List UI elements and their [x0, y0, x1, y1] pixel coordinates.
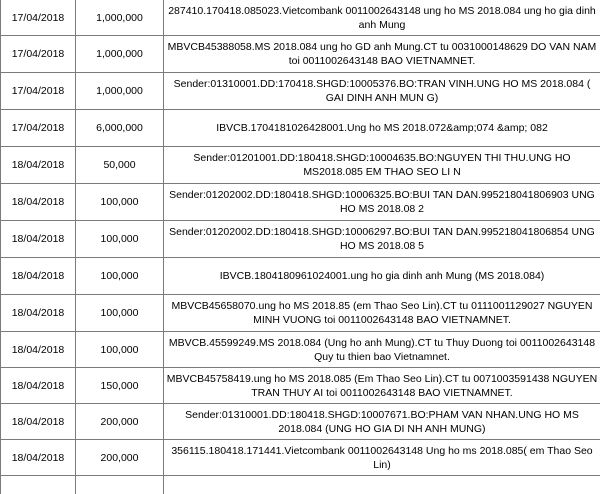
- amount-cell: 100,000: [76, 332, 164, 368]
- description-cell: Sender:01201001.DD:180418.SHGD:10004635.BO:NGUYEN THI THU.UNG HO MS2018.085 EM THAO SEO LI N: [164, 147, 600, 184]
- date-cell: 17/04/2018: [1, 73, 76, 110]
- amount-cell: 1,000,000: [76, 36, 164, 73]
- amount-cell: 1,000,000: [76, 0, 164, 36]
- amount-cell: [76, 476, 164, 494]
- description-cell: Sender:01310001.DD:180418.SHGD:10007671.BO:PHAM VAN NHAN.UNG HO MS 2018.084 (UNG HO GIA DI NH ANH MUNG): [164, 404, 600, 440]
- description-cell: Sender:01310001.DD:170418.SHGD:10005376.BO:TRAN VINH.UNG HO MS 2018.084 ( GAI DINH ANH MUN G): [164, 73, 600, 110]
- table-row: [1, 0, 600, 36]
- description-cell: 287410.170418.085023.Vietcombank 0011002643148 ung ho MS 2018.084 ung ho gia dinh anh Mung: [164, 0, 600, 36]
- description-cell: MBVCB45658070.ung ho MS 2018.85 (em Thao Seo Lin).CT tu 0111001129027 NGUYEN MINH VUONG toi 0011002643148 BAO VIETNAMNET.: [164, 295, 600, 332]
- description-cell: IBVCB.1704181026428001.Ung ho MS 2018.072&amp;074 &amp; 082: [164, 110, 600, 147]
- amount-cell: 100,000: [76, 258, 164, 295]
- description-cell: Sender:01202002.DD:180418.SHGD:10006297.BO:BUI TAN DAN.995218041806854 UNG HO MS 2018.08 5: [164, 221, 600, 258]
- table-row: [1, 368, 600, 404]
- table-row: [1, 476, 600, 494]
- date-cell: 18/04/2018: [1, 147, 76, 184]
- table-row: [1, 221, 600, 258]
- amount-cell: 200,000: [76, 404, 164, 440]
- amount-cell: 150,000: [76, 368, 164, 404]
- table-row: [1, 332, 600, 368]
- date-cell: 18/04/2018: [1, 332, 76, 368]
- amount-cell: 100,000: [76, 221, 164, 258]
- table-row: [1, 184, 600, 221]
- date-cell: 17/04/2018: [1, 0, 76, 36]
- date-cell: 18/04/2018: [1, 258, 76, 295]
- table-row: [1, 147, 600, 184]
- description-cell: MBVCB.45599249.MS 2018.084 (Ung ho anh Mung).CT tu Thuy Duong toi 0011002643148 Quy tu thien bao Vietnamnet.: [164, 332, 600, 368]
- date-cell: 18/04/2018: [1, 440, 76, 476]
- description-cell: 356115.180418.171441.Vietcombank 0011002643148 Ung ho ms 2018.085( em Thao Seo Lin): [164, 440, 600, 476]
- date-cell: 18/04/2018: [1, 368, 76, 404]
- table-row: [1, 73, 600, 110]
- amount-cell: 6,000,000: [76, 110, 164, 147]
- amount-cell: 50,000: [76, 147, 164, 184]
- date-cell: 18/04/2018: [1, 404, 76, 440]
- table-row: [1, 110, 600, 147]
- amount-cell: 100,000: [76, 184, 164, 221]
- table-row: [1, 36, 600, 73]
- description-cell: MBVCB45388058.MS 2018.084 ung ho GD anh Mung.CT tu 0031000148629 DO VAN NAM toi 0011002643148 BAO VIETNAMNET.: [164, 36, 600, 73]
- table-row: [1, 404, 600, 440]
- date-cell: [1, 476, 76, 494]
- amount-cell: 1,000,000: [76, 73, 164, 110]
- date-cell: 18/04/2018: [1, 221, 76, 258]
- table-row: [1, 295, 600, 332]
- table-row: [1, 440, 600, 476]
- amount-cell: 200,000: [76, 440, 164, 476]
- date-cell: 17/04/2018: [1, 36, 76, 73]
- description-cell: Sender:01202002.DD:180418.SHGD:10006325.BO:BUI TAN DAN.995218041806903 UNG HO MS 2018.08 2: [164, 184, 600, 221]
- date-cell: 18/04/2018: [1, 295, 76, 332]
- table-row: [1, 258, 600, 295]
- date-cell: 17/04/2018: [1, 110, 76, 147]
- description-cell: [164, 476, 600, 494]
- description-cell: MBVCB45758419.ung ho MS 2018.085 (Em Thao Seo Lin).CT tu 0071003591438 NGUYEN TRAN THUY AI toi 0011002643148 BAO VIETNAMNET.: [164, 368, 600, 404]
- description-cell: IBVCB.1804180961024001.ung ho gia dinh anh Mung (MS 2018.084): [164, 258, 600, 295]
- amount-cell: 100,000: [76, 295, 164, 332]
- date-cell: 18/04/2018: [1, 184, 76, 221]
